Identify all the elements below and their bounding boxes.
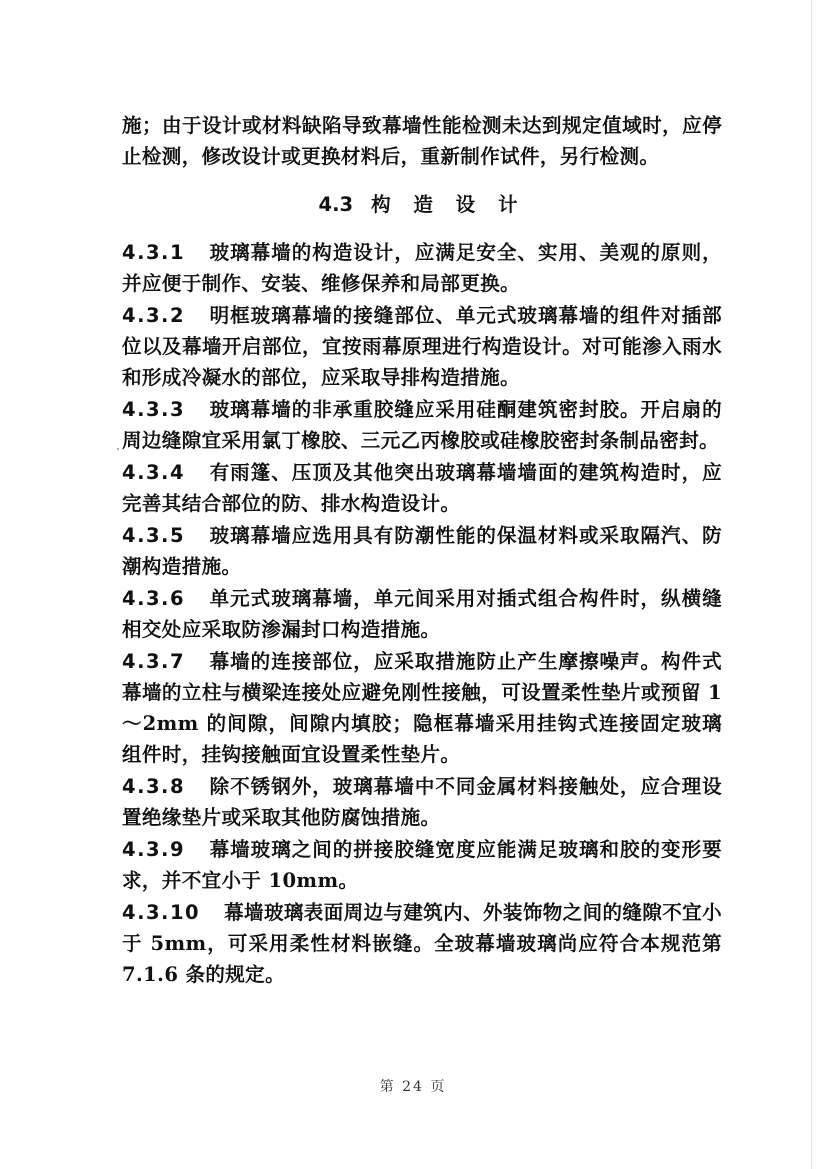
section-heading [122,189,722,220]
clause-number: 4.3.10 [122,901,201,924]
clause-4-3-1 [122,237,722,299]
clause-4-3-2 [122,300,722,393]
clause-number: 4.3.5 [122,524,186,547]
document-body [122,110,722,991]
clause-text: 玻璃幕墙应选用具有防潮性能的保温材料或采取隔汽、防潮构造措施。 [122,524,722,578]
clause-number: 4.3.1 [122,241,186,264]
clause-text: 幕墙的连接部位，应采取措施防止产生摩擦噪声。构件式幕墙的立柱与横梁连接处应避免刚性接触，可设置柔性垫片或预留 1～2mm 的间隙，间隙内填胶；隐框幕墙采用挂钩式连接固定玻璃组件时，挂钩接触面宜设置柔性垫片。 [122,650,722,766]
clause-text: 单元式玻璃幕墙，单元间采用对插式组合构件时，纵横缝相交处应采取防渗漏封口构造措施。 [122,587,722,641]
clause-text: 幕墙玻璃之间的拼接胶缝宽度应能满足玻璃和胶的变形要求，并不宜小于 10mm。 [122,838,722,892]
page-number: 第 24 页 [379,1079,447,1095]
clause-number: 4.3.8 [122,775,186,798]
clause-text: 玻璃幕墙的构造设计，应满足安全、实用、美观的原则，并应便于制作、安装、维修保养和局部更换。 [122,241,722,295]
clause-number: 4.3.3 [122,398,186,421]
clause-text: 明框玻璃幕墙的接缝部位、单元式玻璃幕墙的组件对插部位以及幕墙开启部位，宜按雨幕原理进行构造设计。对可能渗入雨水和形成冷凝水的部位，应采取导排构造措施。 [122,304,722,389]
clause-4-3-10 [122,897,722,990]
section-number: 4.3 [318,193,354,216]
scan-speck [117,448,119,450]
clause-4-3-7 [122,646,722,770]
clause-text: 除不锈钢外，玻璃幕墙中不同金属材料接触处，应合理设置绝缘垫片或采取其他防腐蚀措施。 [122,775,722,829]
clause-number: 4.3.6 [122,587,186,610]
clause-4-3-3 [122,394,722,456]
clause-number: 4.3.7 [122,650,186,673]
clause-text: 幕墙玻璃表面周边与建筑内、外装饰物之间的缝隙不宜小于 5mm，可采用柔性材料嵌缝。全玻幕墙玻璃尚应符合本规范第 7.1.6 条的规定。 [122,901,722,986]
section-title-text: 构 造 设 计 [371,193,526,216]
clause-text: 玻璃幕墙的非承重胶缝应采用硅酮建筑密封胶。开启扇的周边缝隙宜采用氯丁橡胶、三元乙丙橡胶或硅橡胶密封条制品密封。 [122,398,722,452]
clause-text: 有雨篷、压顶及其他突出玻璃幕墙墙面的建筑构造时，应完善其结合部位的防、排水构造设计。 [122,461,722,515]
clause-4-3-4 [122,457,722,519]
clause-4-3-5 [122,520,722,582]
clause-4-3-9 [122,834,722,896]
clause-number: 4.3.2 [122,304,186,327]
clause-number: 4.3.9 [122,838,186,861]
clause-number: 4.3.4 [122,461,186,484]
clause-4-3-8 [122,771,722,833]
intro-paragraph: 施；由于设计或材料缺陷导致幕墙性能检测未达到规定值域时，应停止检测，修改设计或更换材料后，重新制作试件，另行检测。 [122,114,722,168]
page-edge-line [811,0,812,1169]
clause-4-3-6 [122,583,722,645]
